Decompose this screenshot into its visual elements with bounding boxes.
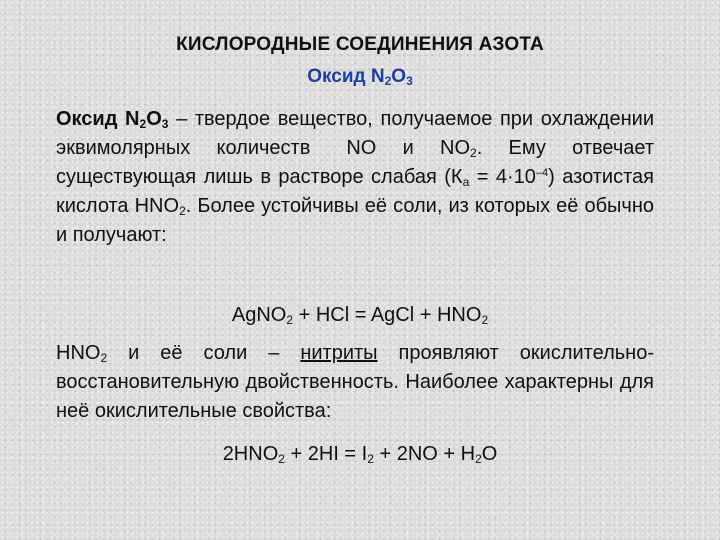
paragraph-sub: 2 <box>470 146 477 160</box>
paragraph-text: – твердое вещество, получаемое при охлаждении эквимолярных количеств <box>56 108 654 159</box>
oxide-term: Оксид $N_2O_3$ <box>56 108 169 131</box>
subtitle-prefix: Оксид N <box>307 66 385 87</box>
subtitle-mid: O <box>391 66 407 87</box>
paragraph-nitrites <box>56 339 654 426</box>
equation-hydroiodic: $2HNO_2 + 2HI = I_2 + 2NO + H_2O$ <box>222 443 498 466</box>
paragraph-sup: –4 <box>535 167 549 179</box>
paragraph-text: ) азотистая кислота HNO <box>56 166 654 217</box>
slide-title: КИСЛОРОДНЫЕ СОЕДИНЕНИЯ АЗОТА <box>176 34 544 55</box>
nitrites-term: нитриты <box>300 342 378 364</box>
paragraph-oxide-description <box>56 105 654 250</box>
equation-silver-nitrite: AgNO$_2$ + HCl = AgCl + $HNO_2$ <box>231 304 489 327</box>
subtitle-sub: 2 <box>384 74 392 88</box>
paragraph-sub: а <box>462 175 470 189</box>
paragraph-text: и её соли – <box>107 342 301 364</box>
paragraph-text: = 4·10 <box>469 166 536 188</box>
paragraph-text: . Ему отвечает существующая лишь в растворе слабая (К <box>56 137 654 188</box>
paragraph-text: NO и NO <box>346 137 471 159</box>
paragraph-sub: 2 <box>179 204 186 218</box>
paragraph-text: . Более устойчивы её соли, из которых её обычно и получают: <box>56 195 654 246</box>
subtitle-sub: 3 <box>406 74 413 88</box>
slide-subtitle <box>0 66 720 88</box>
paragraph-sub: 2 <box>100 351 108 365</box>
paragraph-text: HNO <box>56 342 101 364</box>
paragraph-text: проявляют окислительно-восстановительную двойственность. Наиболее характерны для неё окислительные свойства: <box>56 342 654 422</box>
